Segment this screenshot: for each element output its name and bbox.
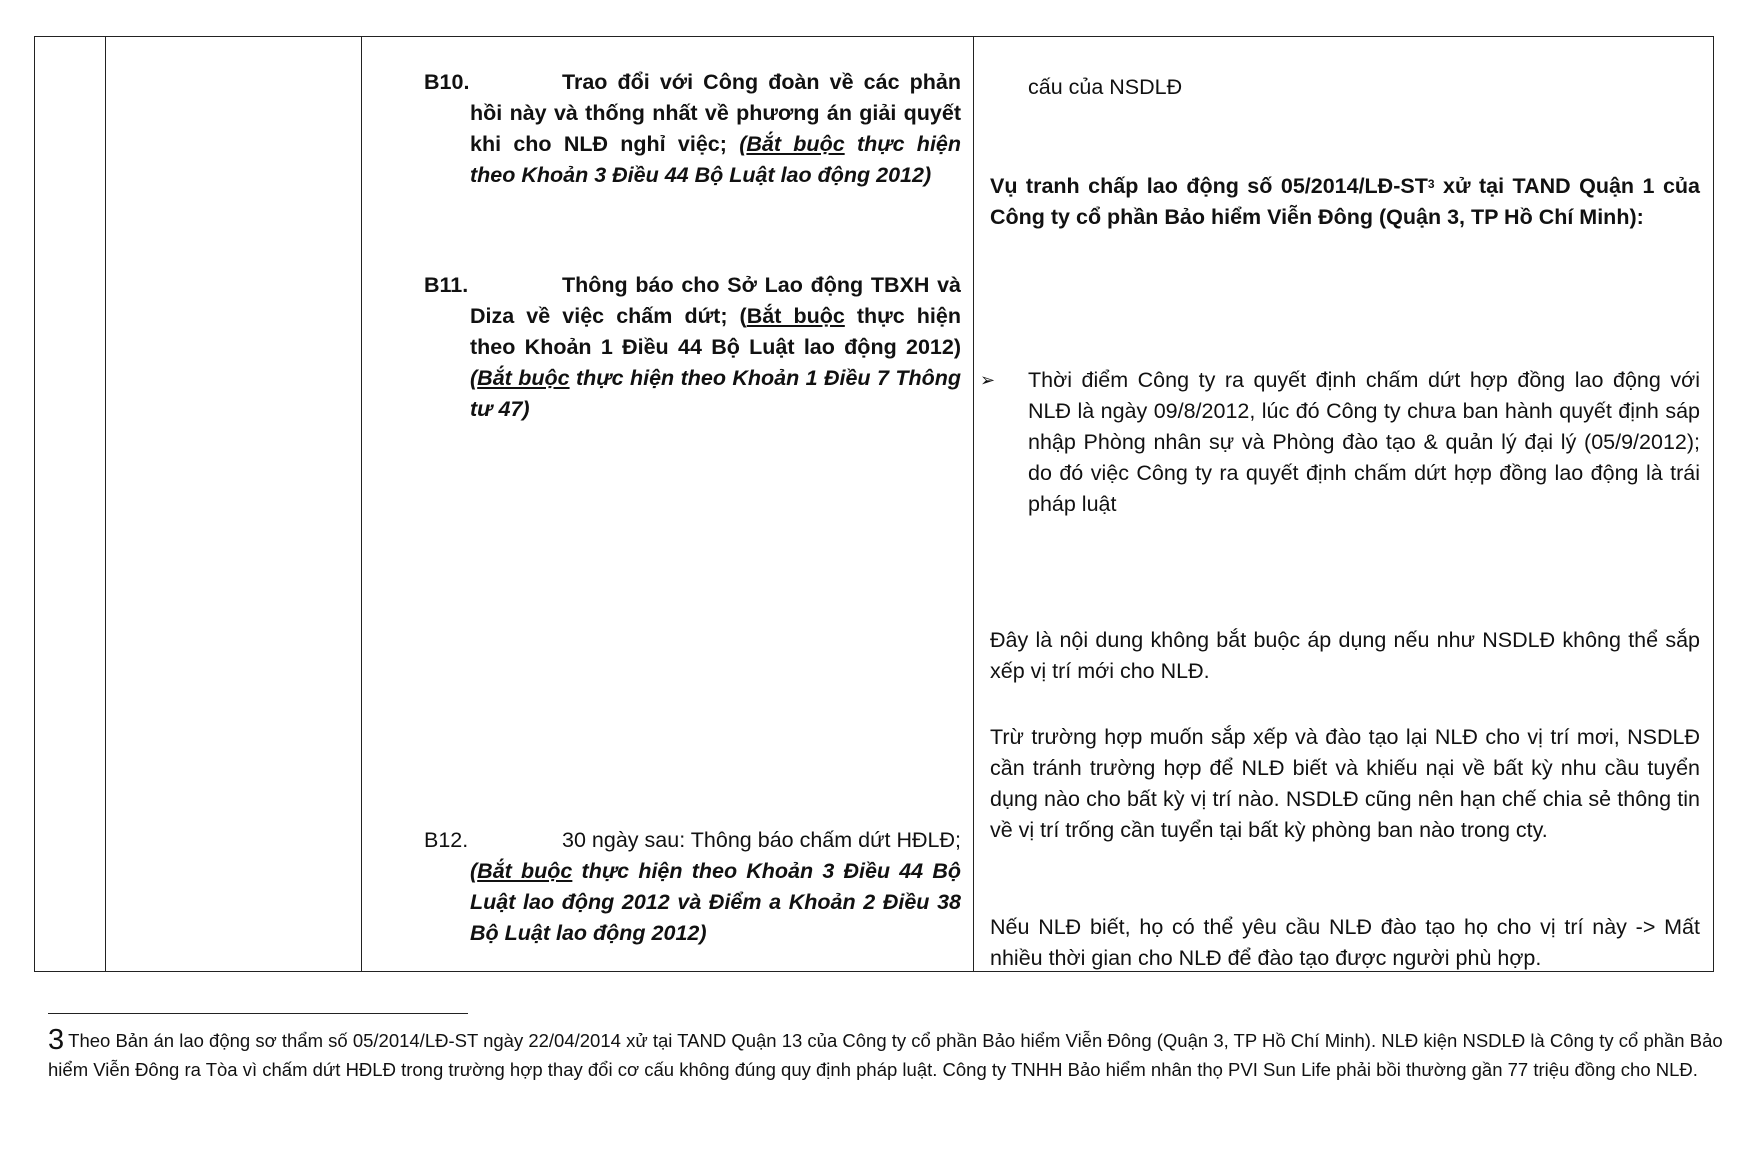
continued-text: cấu của NSDLĐ — [1028, 75, 1183, 99]
step-b11 — [424, 270, 961, 425]
step-code: B10. — [424, 70, 470, 94]
step-ref-mandatory: Bắt buộc — [746, 132, 845, 156]
step-text: Trao đổi với Công đoàn về các phản hồi này và thống nhất về phương án giải quyết khi cho NLĐ nghỉ việc; — [470, 70, 961, 156]
footnote-marker: 3 — [1427, 177, 1435, 191]
step-code: B12. — [424, 828, 469, 852]
step-ref-open: ( — [739, 132, 747, 156]
note-paragraph-2: Trừ trường hợp muốn sắp xếp và đào tạo lại NLĐ cho vị trí mơi, NSDLĐ cần tránh trường hợp để NLĐ biết và khiếu nại về bất kỳ nhu cầu tuyển dụng nào cho bất kỳ vị trí nào. NSDLĐ cũng nên hạn chế chia sẻ thông tin về vị trí trống cần tuyển tại bất kỳ phòng ban nào trong cty. — [990, 725, 1700, 842]
step-b10 — [424, 67, 961, 191]
case-heading-rest: xử tại TAND Quận 1 của Công ty cổ phần Bảo hiểm Viễn Đông (Quận 3, TP Hồ Chí Minh): — [990, 174, 1700, 229]
case-heading-title: Vụ tranh chấp lao động số 05/2014/LĐ-ST — [990, 174, 1428, 198]
step-ref: thực hiện theo Khoản 1 Điều 7 Thông tư 47) — [470, 366, 961, 421]
step-text-2: thực hiện theo Khoản 1 Điều 44 Bộ Luật lao động 2012) — [470, 304, 961, 359]
footnote-number: 3 — [48, 1024, 65, 1056]
step-ref-mandatory: Bắt buộc — [477, 366, 570, 390]
step-ref-open: ( — [470, 366, 478, 390]
case-heading — [990, 171, 1700, 233]
step-text: 30 ngày sau: Thông báo chấm dứt HĐLĐ; — [562, 828, 961, 852]
column-divider-3 — [973, 37, 974, 971]
step-ref: thực hiện theo Khoản 3 Điều 44 Bộ Luật lao động 2012 và Điểm a Khoản 2 Điều 38 Bộ Luật lao động 2012) — [470, 859, 961, 945]
footnote — [48, 1026, 1728, 1084]
step-ref: thực hiện theo Khoản 3 Điều 44 Bộ Luật lao động 2012) — [470, 132, 962, 187]
step-ref-mandatory: Bắt buộc — [477, 859, 573, 883]
note-paragraph-1: Đây là nội dung không bắt buộc áp dụng nếu như NSDLĐ không thể sắp xếp vị trí mới cho NLĐ. — [990, 628, 1700, 683]
note-paragraph-3: Nếu NLĐ biết, họ có thể yêu cầu NLĐ đào tạo họ cho vị trí này -> Mất nhiều thời gian cho NLĐ để đào tạo được người phù hợp. — [990, 915, 1700, 970]
step-b12 — [424, 825, 961, 949]
footnote-separator — [48, 1013, 468, 1014]
column-divider-2 — [361, 37, 362, 971]
step-code: B11. — [424, 273, 469, 297]
step-text: Thông báo cho Sở Lao động TBXH và Diza về việc chấm dứt; ( — [470, 273, 961, 328]
arrow-bullet-icon: ➢ — [980, 370, 996, 390]
column-divider-1 — [105, 37, 106, 971]
step-ref-open: ( — [470, 859, 478, 883]
case-finding: Thời điểm Công ty ra quyết định chấm dứt hợp đồng lao động với NLĐ là ngày 09/8/2012, lúc đó Công ty chưa ban hành quyết định sáp nhập Phòng nhân sự và Phòng đào tạo & quản lý đại lý (05/9/2012); do đó việc Công ty ra quyết định chấm dứt hợp đồng lao động là trái pháp luật — [1028, 368, 1700, 516]
step-mandatory-1: Bắt buộc — [746, 304, 845, 328]
footnote-text: Theo Bản án lao động sơ thẩm số 05/2014/LĐ-ST ngày 22/04/2014 xử tại TAND Quận 13 của Công ty cổ phần Bảo hiểm Viễn Đông (Quận 3, TP Hồ Chí Minh). NLĐ kiện NSDLĐ là Công ty cổ phần Bảo hiểm Viễn Đông ra Tòa vì chấm dứt HĐLĐ trong trường hợp thay đổi cơ cấu không đúng quy định pháp luật. Công ty TNHH Bảo hiểm nhân thọ PVI Sun Life phải bồi thường gần 77 triệu đồng cho NLĐ. — [48, 1030, 1723, 1080]
